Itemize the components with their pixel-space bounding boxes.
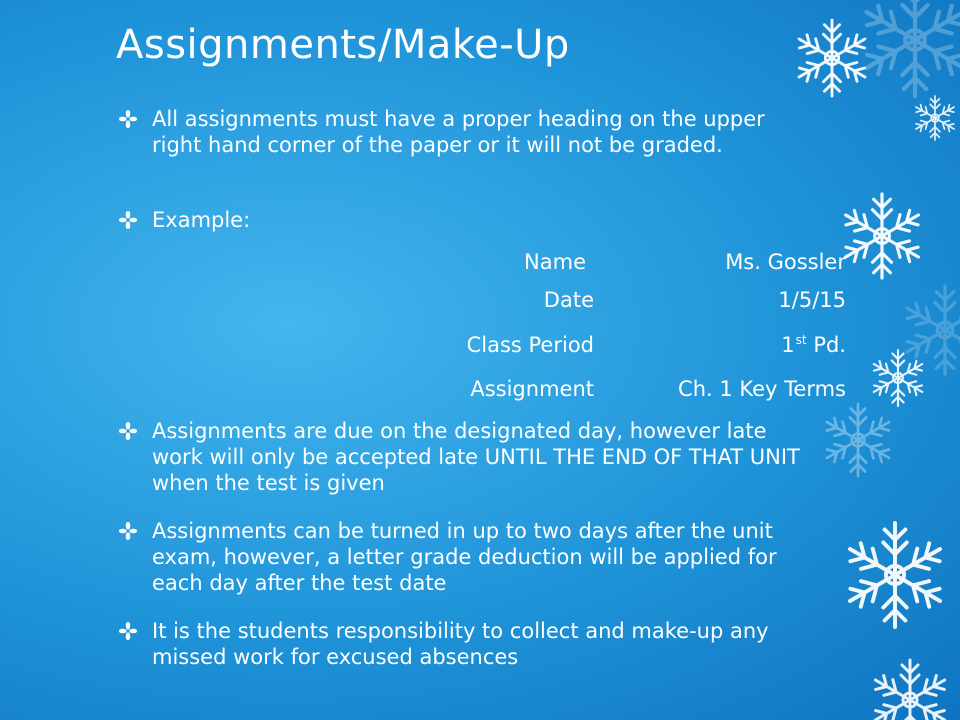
bullet-text: Example: (152, 208, 251, 232)
heading-value (781, 333, 846, 357)
period-suffix: Pd. (806, 333, 846, 357)
heading-row-name (300, 250, 846, 280)
period-number: 1 (781, 333, 795, 357)
heading-value: Ch. 1 Key Terms (678, 377, 846, 401)
heading-row-period (300, 333, 846, 363)
heading-row-assignment (300, 377, 846, 407)
four-petal-flower-icon (118, 421, 138, 441)
heading-value: 1/5/15 (778, 288, 846, 312)
period-superscript: st (795, 333, 807, 347)
bullet-text: Assignments can be turned in up to two days after the unit exam, however, a letter grade deduction will be applied for each day after the test date (152, 519, 777, 595)
heading-label: Class Period (466, 333, 594, 357)
bullet-responsibility (118, 618, 818, 670)
bullet-text: Assignments are due on the designated day, however late work will only be accepted late UNTIL THE END OF THAT UNIT when the test is given (152, 419, 800, 495)
bullet-text: All assignments must have a proper heading on the upper right hand corner of the paper or it will not be graded. (152, 107, 765, 157)
heading-label: Assignment (470, 377, 594, 401)
four-petal-flower-icon (118, 521, 138, 541)
four-petal-flower-icon (118, 621, 138, 641)
heading-value: Ms. Gossler (725, 250, 846, 274)
slide-title: Assignments/Make-Up (116, 22, 570, 68)
heading-label: Date (543, 288, 594, 312)
heading-row-date (300, 288, 846, 318)
bullet-due-dates (118, 418, 818, 496)
heading-label: Name (524, 250, 586, 274)
bullet-text: It is the students responsibility to collect and make-up any missed work for excused absences (152, 619, 769, 669)
bullet-late-deduction (118, 518, 818, 596)
